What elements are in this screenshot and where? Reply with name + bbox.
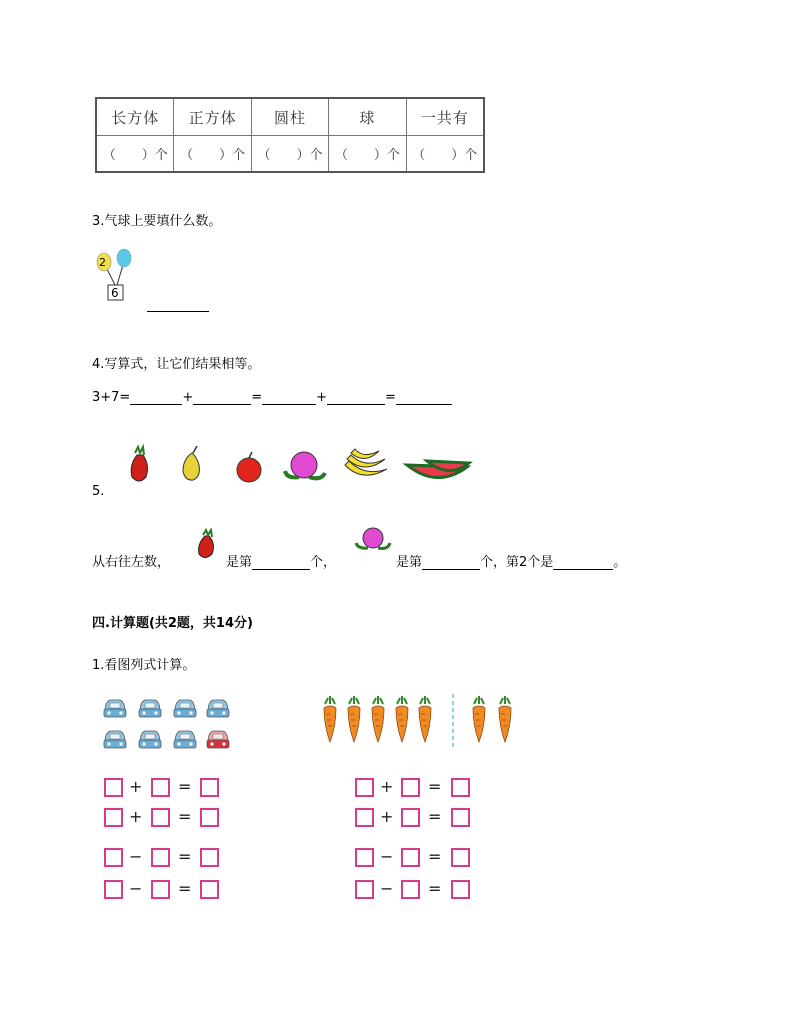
equals-sign: = — [178, 777, 192, 796]
answer-box[interactable] — [104, 880, 123, 899]
second-part: 个，第2个是 — [480, 555, 554, 570]
red-berry-icon — [131, 447, 147, 481]
blank-3[interactable] — [262, 390, 316, 405]
answer-box[interactable] — [104, 778, 123, 797]
equals-sign: = — [178, 879, 192, 898]
carrot-icon — [348, 696, 360, 742]
q5-ordinal-2 — [396, 551, 626, 570]
cell-total[interactable]: （ ）个 — [406, 136, 484, 173]
answer-box[interactable] — [200, 848, 219, 867]
equals-sign: = — [178, 847, 192, 866]
answer-box[interactable] — [451, 778, 470, 797]
calc-title: 1.看图列式计算。 — [92, 658, 196, 673]
carrot-icon — [372, 696, 384, 742]
answer-box[interactable] — [151, 880, 170, 899]
minus-sign: − — [129, 879, 143, 898]
fruit-row — [107, 425, 510, 497]
answer-box[interactable] — [104, 808, 123, 827]
blank-2[interactable] — [193, 390, 251, 405]
answer-box[interactable] — [355, 880, 374, 899]
plus-sign: + — [380, 777, 394, 796]
minus-sign: − — [380, 847, 394, 866]
blank-5[interactable] — [396, 390, 452, 405]
answer-box[interactable] — [104, 848, 123, 867]
carrot-icon — [499, 696, 511, 742]
equals-sign: = — [428, 847, 442, 866]
balloon-number: 2 — [99, 256, 106, 269]
plus-sign: + — [129, 807, 143, 826]
answer-box[interactable] — [151, 778, 170, 797]
cell-cube[interactable]: （ ）个 — [174, 136, 251, 173]
q4-title: 4.写算式，让它们结果相等。 — [92, 357, 261, 372]
answer-box[interactable] — [200, 880, 219, 899]
car-icon — [104, 731, 126, 748]
q5-blank-3[interactable] — [553, 555, 613, 570]
answer-box[interactable] — [355, 808, 374, 827]
answer-box[interactable] — [401, 808, 420, 827]
peach-small-icon — [354, 521, 394, 555]
header-cuboid: 长方体 — [96, 98, 174, 136]
answer-box[interactable] — [151, 808, 170, 827]
header-sphere: 球 — [329, 98, 406, 136]
header-cube: 正方体 — [174, 98, 251, 136]
plus-sign: + — [129, 777, 143, 796]
equals-sign: = — [428, 807, 442, 826]
q4-equation — [92, 390, 452, 405]
car-group — [99, 692, 241, 757]
answer-box[interactable] — [151, 848, 170, 867]
carrot-icon — [324, 696, 336, 742]
answer-box[interactable] — [401, 880, 420, 899]
q3-answer-blank[interactable] — [147, 298, 209, 312]
red-car-icon — [207, 731, 229, 748]
op-plus-2: + — [316, 390, 328, 405]
op-eq-2: = — [385, 390, 396, 405]
unit-comma: 个， — [310, 555, 337, 570]
q3-title: 3.气球上要填什么数。 — [92, 214, 222, 229]
answer-box[interactable] — [355, 848, 374, 867]
expr-start: 3+7= — [92, 390, 131, 405]
car-icon — [174, 700, 196, 717]
op-eq-1: = — [251, 390, 263, 405]
blue-balloon — [117, 249, 131, 267]
equals-sign: = — [428, 879, 442, 898]
q5-blank-2[interactable] — [422, 555, 480, 570]
car-icon — [207, 700, 229, 717]
carrot-icon — [473, 696, 485, 742]
q5-blank-1[interactable] — [252, 555, 310, 570]
shape-count-table — [95, 97, 485, 173]
answer-box[interactable] — [401, 778, 420, 797]
cell-cuboid[interactable]: （ ）个 — [96, 136, 174, 173]
blank-1[interactable] — [130, 390, 182, 405]
minus-sign: − — [129, 847, 143, 866]
header-cylinder: 圆柱 — [251, 98, 328, 136]
carrot-icon — [396, 696, 408, 742]
q5-ordinal-1 — [226, 551, 336, 570]
minus-sign: − — [380, 879, 394, 898]
cell-sphere[interactable]: （ ）个 — [329, 136, 406, 173]
equals-sign: = — [178, 807, 192, 826]
plus-sign: + — [380, 807, 394, 826]
answer-box[interactable] — [200, 778, 219, 797]
banana-icon — [345, 449, 387, 475]
blank-4[interactable] — [327, 390, 385, 405]
red-berry-small-icon — [192, 528, 222, 562]
is-ordinal-label-2: 是第 — [396, 555, 423, 570]
answer-box[interactable] — [451, 848, 470, 867]
is-ordinal-label-1: 是第 — [226, 555, 253, 570]
equals-sign: = — [428, 777, 442, 796]
q5-sentence-start: 从右往左数， — [92, 555, 171, 570]
answer-box[interactable] — [451, 880, 470, 899]
end-period: 。 — [613, 555, 627, 570]
header-total: 一共有 — [406, 98, 484, 136]
box-number: 6 — [111, 286, 119, 300]
answer-box[interactable] — [451, 808, 470, 827]
answer-box[interactable] — [200, 808, 219, 827]
carrot-group — [316, 690, 532, 752]
watermelon-icon — [407, 461, 469, 478]
peach-icon — [285, 452, 325, 478]
car-icon — [174, 731, 196, 748]
carrot-icon — [419, 696, 431, 742]
q5-label: 5. — [92, 484, 105, 499]
apple-icon — [237, 452, 261, 482]
pear-icon — [183, 446, 199, 480]
car-icon — [139, 700, 161, 717]
car-icon — [139, 731, 161, 748]
car-icon — [104, 700, 126, 717]
section-4-title: 四.计算题(共2题，共14分) — [92, 616, 253, 631]
op-plus-1: + — [182, 390, 194, 405]
cell-cylinder[interactable]: （ ）个 — [251, 136, 328, 173]
answer-box[interactable] — [401, 848, 420, 867]
answer-box[interactable] — [355, 778, 374, 797]
